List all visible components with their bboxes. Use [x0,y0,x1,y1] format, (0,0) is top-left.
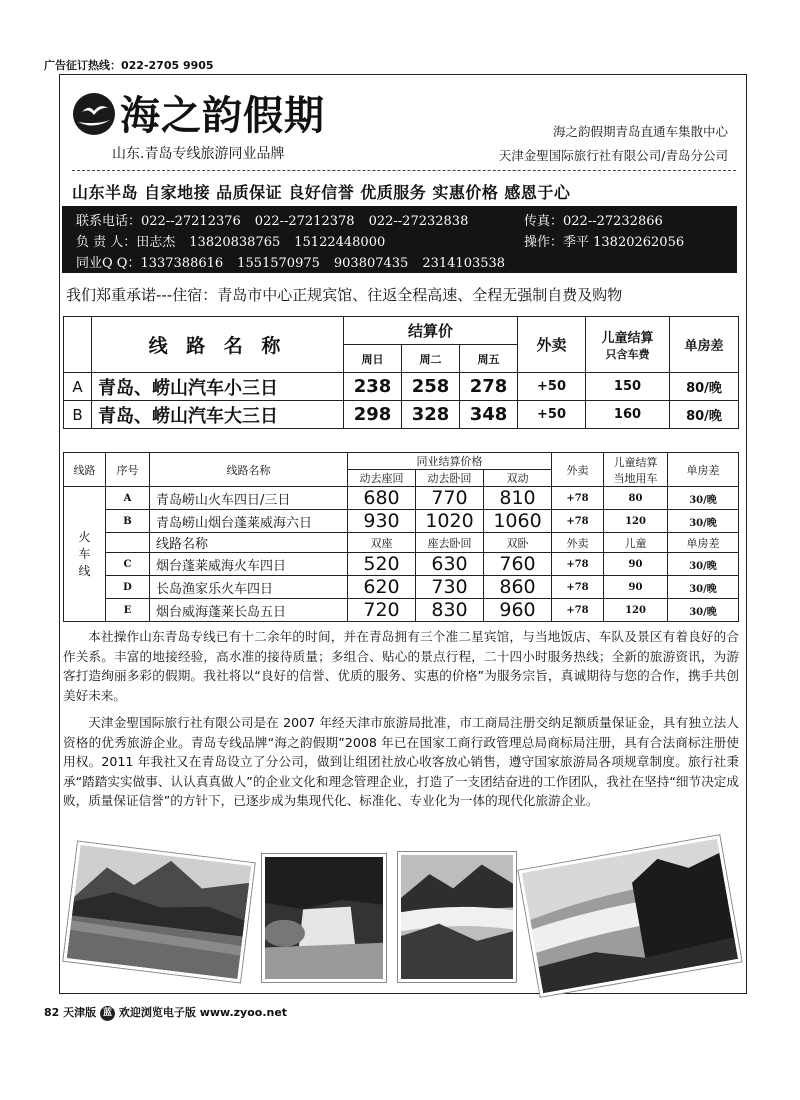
retail-price: +78 [552,599,604,622]
qq-1: 1337388616 [140,256,224,271]
brand-title: 海之韵假期 [120,92,325,139]
contact-qq-row [76,252,519,271]
table-row [64,373,739,401]
col-price-header: 结算价 [344,317,518,345]
qq-label: 同业Q Q： [76,256,141,271]
price-2: 630 [416,553,484,576]
route-name: 青岛、崂山汽车小三日 [92,373,344,401]
price-sunday: 238 [344,373,402,401]
sub-col-2: 动去卧回 [416,470,484,487]
waterfall-photo [262,854,386,982]
phone-label: 联系电话： [76,214,142,229]
contact-box [62,206,737,273]
table-row [64,487,739,510]
edition-badge: 蓝 [100,1006,115,1021]
row-id: B [106,510,150,533]
row-id: A [64,373,92,401]
day-sunday: 周日 [344,345,402,373]
footer-text: 欢迎浏览电子版 [118,1006,196,1019]
child-header-sub: 只含车费 [605,348,650,361]
price-1: 930 [348,510,416,533]
day-friday: 周五 [460,345,518,373]
price-1: 680 [348,487,416,510]
price-1: 720 [348,599,416,622]
operator-contact: 操作：季平 13820262056 [524,235,685,250]
col-child-header [604,453,668,487]
col-retail-header: 外卖 [518,317,586,373]
table-row [64,599,739,622]
child-header-label: 儿童结算 [613,455,658,469]
bus-price-table [63,316,739,429]
price-1: 520 [348,553,416,576]
col-single-header: 单房差 [668,453,739,487]
sub-col-1: 动去座回 [348,470,416,487]
company-name: 天津金聖国际旅行社有限公司/青岛分公司 [498,148,728,163]
single-supplement: 80/晚 [670,401,739,429]
table-corner [64,317,92,373]
sub2-retail: 外卖 [552,533,604,553]
misty-peaks-photo [398,852,516,982]
page-footer [44,1004,287,1021]
retail-price: +78 [552,576,604,599]
seagull-logo-icon [72,92,116,136]
manager-phone-2: 15122448000 [294,235,386,250]
row-id: A [106,487,150,510]
route-name: 烟台威海蓬莱长岛五日 [150,599,348,622]
manager-phone-1: 13820838765 [189,235,281,250]
price-3: 760 [484,553,552,576]
table-row [64,401,739,429]
price-3: 1060 [484,510,552,533]
train-price-table [63,452,739,622]
intro-paragraph-1: 本社操作山东青岛专线已有十二余年的时间，并在青岛拥有三个准二星宾馆，与当地饭店、车队及景区有着良好的合作关系。丰富的地接经验，高水准的接待质量；多组合、贴心的景点行程，二十四小时服务热线；全新的旅游资讯，为游客打造绚丽多彩的假期。我社将以“良好的信誉、优质的服务、实惠的价格”为服务宗旨，真诚期待与您的合作，携手共创美好未来。 [63,629,739,703]
row-id: B [64,401,92,429]
price-tuesday: 328 [402,401,460,429]
footer-url[interactable]: www.zyoo.net [199,1006,288,1019]
col-peer-header: 同业结算价格 [348,453,552,470]
child-price: 80 [604,487,668,510]
row-id: C [106,553,150,576]
single-supplement: 30/晚 [668,599,739,622]
price-3: 860 [484,576,552,599]
child-price: 150 [586,373,670,401]
fax-number: 传真：022--27232866 [524,214,663,229]
phone-1: 022--27212376 [141,214,241,229]
table-row [64,553,739,576]
route-name: 青岛崂山烟台蓬莱威海六日 [150,510,348,533]
sub2-single: 单房差 [668,533,739,553]
single-supplement: 30/晚 [668,487,739,510]
price-sunday: 298 [344,401,402,429]
brand-tagline: 山东.青岛专线旅游同业品牌 [112,146,285,162]
intro-paragraph-2: 天津金聖国际旅行社有限公司是在 2007 年经天津市旅游局批准，市工商局注册交纳足额质量保证金，具有独立法人资格的优秀旅游企业。青岛专线品牌“海之韵假期”2008 年已在国家工商行政管理总局商标局注册，具有合法商标注册使用权。2011 年我社又在青岛设立了分公司，做到让组团社放心收客放心销售，遵守国家旅游局各项规章制度。旅行社秉承“踏踏实实做事、认认真真做人”的企业文化和理念管理企业，打造了一支团结奋进的工作团队，我社在坚持“细节决定成败，质量保证信誉”的方针下，已逐步成为集现代化、标准化、专业化为一体的现代化旅游企业。 [63,715,739,808]
price-2: 830 [416,599,484,622]
child-price: 90 [604,576,668,599]
single-supplement: 80/晚 [670,373,739,401]
slogan-line: 山东半岛 自家地接 品质保证 良好信誉 优质服务 实惠价格 感恩于心 [72,183,571,202]
child-price: 160 [586,401,670,429]
child-header-label: 儿童结算 [601,331,654,346]
price-2: 730 [416,576,484,599]
sub2-col-1: 双座 [348,533,416,553]
sub2-name: 线路名称 [150,533,348,553]
hub-name: 海之韵假期青岛直通车集散中心 [552,124,728,139]
price-2: 770 [416,487,484,510]
child-price: 120 [604,510,668,533]
blank-cell [106,533,150,553]
retail-price: +50 [518,401,586,429]
col-child-header [586,317,670,373]
route-name: 烟台蓬莱威海火车四日 [150,553,348,576]
col-line-header: 线路 [64,453,106,487]
edition-label: 天津版 [63,1006,97,1019]
price-3: 810 [484,487,552,510]
day-tuesday: 周二 [402,345,460,373]
price-1: 620 [348,576,416,599]
ad-hotline: 广告征订热线：022-2705 9905 [44,59,214,72]
contact-phone-row [76,210,663,229]
row-id: E [106,599,150,622]
dashed-divider [72,170,736,171]
sub-col-3: 双动 [484,470,552,487]
sub2-child: 儿童 [604,533,668,553]
child-price: 90 [604,553,668,576]
col-no-header: 序号 [106,453,150,487]
price-friday: 278 [460,373,518,401]
row-id: D [106,576,150,599]
retail-price: +78 [552,553,604,576]
route-name: 青岛崂山火车四日/三日 [150,487,348,510]
route-name: 青岛、崂山汽车大三日 [92,401,344,429]
page-number: 82 [44,1006,60,1019]
manager-label: 负 责 人： [76,235,137,250]
child-price: 120 [604,599,668,622]
single-supplement: 30/晚 [668,576,739,599]
retail-price: +50 [518,373,586,401]
col-name-header: 线路名称 [150,453,348,487]
route-name: 长岛渔家乐火车四日 [150,576,348,599]
manager-name: 田志杰 [136,235,176,250]
price-2: 1020 [416,510,484,533]
train-group-label: 火车线 [64,487,106,622]
table-row [64,576,739,599]
sub2-col-2: 座去卧回 [416,533,484,553]
single-supplement: 30/晚 [668,553,739,576]
price-3: 960 [484,599,552,622]
subheader-row [64,533,739,553]
contact-manager-row [76,231,685,250]
qq-4: 2314103538 [422,256,506,271]
phone-3: 022--27232838 [368,214,469,229]
retail-price: +78 [552,487,604,510]
retail-price: +78 [552,510,604,533]
single-supplement: 30/晚 [668,510,739,533]
col-retail-header: 外卖 [552,453,604,487]
qq-3: 903807435 [333,256,409,271]
phone-2: 022--27212378 [254,214,355,229]
col-single-header: 单房差 [670,317,739,373]
qq-2: 1551570975 [237,256,320,271]
price-tuesday: 258 [402,373,460,401]
child-header-sub: 当地用车 [613,471,658,485]
sub2-col-3: 双卧 [484,533,552,553]
service-promise: 我们郑重承诺---住宿：青岛市中心正规宾馆、往返全程高速、全程无强制自费及购物 [66,286,623,304]
lake-mountain-photo [63,842,254,983]
col-route-header: 线 路 名 称 [92,317,344,373]
price-friday: 348 [460,401,518,429]
table-row [64,510,739,533]
